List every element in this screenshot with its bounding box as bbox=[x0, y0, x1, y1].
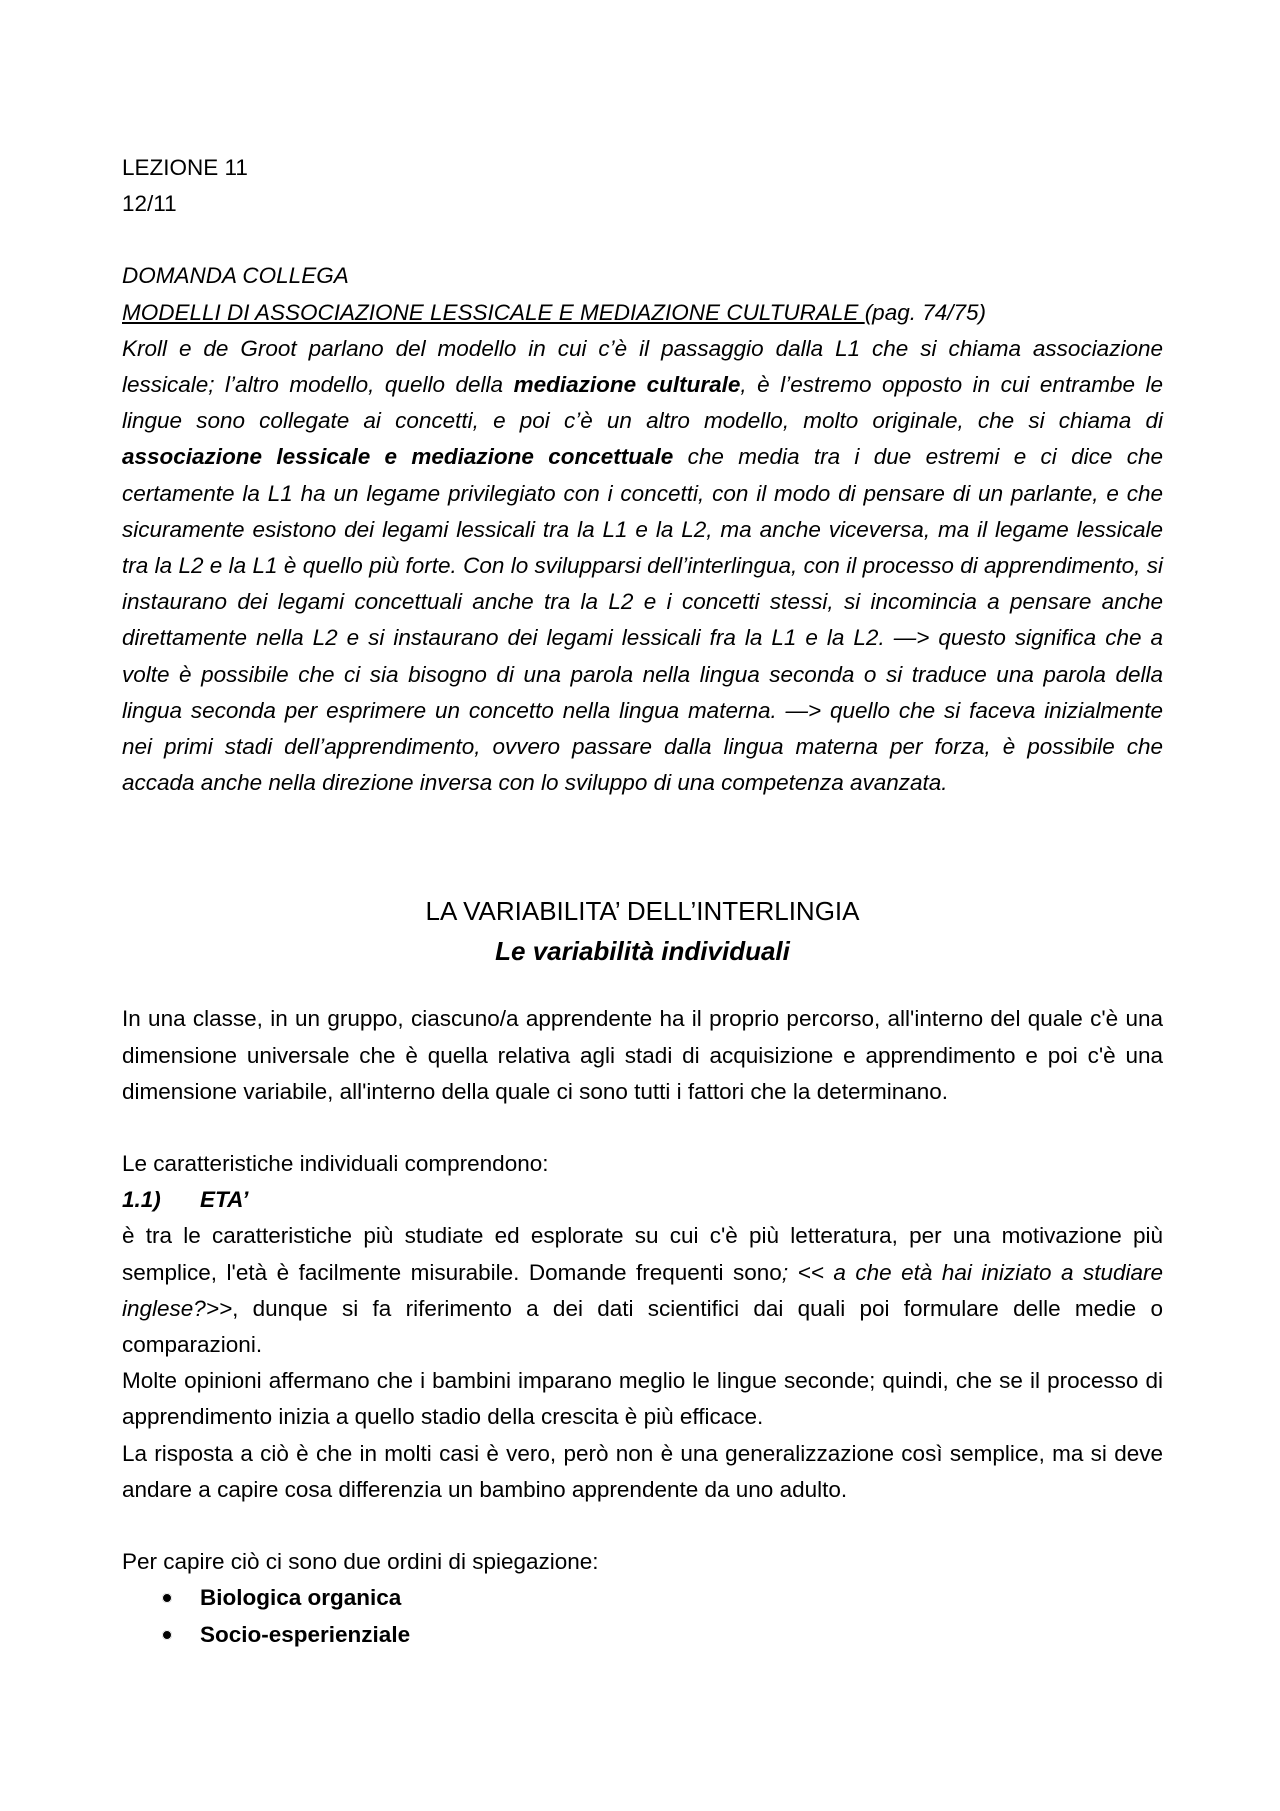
eta-paragraph-1 bbox=[122, 1218, 1163, 1363]
chapter-subtitle: Le variabilità individuali bbox=[495, 936, 790, 967]
paragraph-text: , è l’estremo opposto in cui entrambe le lingue sono collegate ai concetti, e poi c’è un altro modello, molto originale, che si chiama di bbox=[122, 372, 1164, 434]
lesson-date: 12/11 bbox=[122, 191, 177, 217]
characteristics-intro: Le caratteristiche individuali comprendono: bbox=[122, 1151, 549, 1177]
explanations-list bbox=[122, 1580, 1163, 1652]
eta-paragraph-2: Molte opinioni affermano che i bambini imparano meglio le lingue seconde; quindi, che se il processo di apprendimento inizia a quello stadio della crescita è più efficace. bbox=[122, 1368, 1163, 1430]
section-heading-title: MODELLI DI ASSOCIAZIONE LESSICALE E MEDIAZIONE CULTURALE bbox=[122, 299, 865, 325]
lesson-label: LEZIONE 11 bbox=[122, 155, 248, 180]
spacer bbox=[122, 1508, 1163, 1544]
bullet-icon bbox=[162, 1593, 172, 1603]
paragraph-text: Kroll e de Groot parlano del modello in cui c’è il passaggio dalla L1 che si chiama associazione lessicale; l’altro modello, quello della bbox=[122, 335, 1163, 398]
bold-term-mediazione-culturale: mediazione culturale bbox=[513, 372, 741, 398]
bullet-icon bbox=[162, 1630, 172, 1640]
list-item-label: Socio-esperienziale bbox=[200, 1621, 411, 1647]
intro-paragraph: In una classe, in un gruppo, ciascuno/a apprendente ha il proprio percorso, all'interno del quale c'è una dimensione universale che è quella relativa agli stadi di acquisizione e apprendimento e poi c'è una dimensione variabile, all'interno della quale ci sono tutti i fattori che la determinano. bbox=[122, 1006, 1163, 1104]
chapter-title: LA VARIABILITA’ DELL’INTERLINGIA bbox=[425, 896, 860, 927]
bold-term-associazione-lessicale: associazione lessicale e mediazione concettuale bbox=[122, 444, 674, 470]
list-item bbox=[162, 1580, 1163, 1616]
eta-number: 1.1) bbox=[122, 1187, 161, 1213]
spacer bbox=[122, 222, 1163, 258]
section-heading bbox=[122, 295, 1163, 331]
list-item bbox=[162, 1617, 1163, 1653]
paragraph-text: è tra le caratteristiche più studiate ed esplorate su cui c'è più letteratura, per una motivazione più semplice, l'età è facilmente misurabile. Domande frequenti sono bbox=[122, 1223, 1163, 1285]
spacer bbox=[122, 1110, 1163, 1146]
question-label: DOMANDA COLLEGA bbox=[122, 263, 349, 289]
paragraph-text: che media tra i due estremi e ci dice che certamente la L1 ha un legame privilegiato con i concetti, con il modo di pensare di un parlante, e che sicuramente esistono dei legami lessicali tra la L1 e la L2, ma anche viceversa, ma il legame lessicale tra la L2 e la L1 è quello più forte. Con lo svilupparsi dell’interlingua, con il processo di apprendimento, si instaurano dei legami concettuali anche tra la L2 e i concetti stessi, si incomincia a pensare anche direttamente nella L2 e si instaurano dei legami lessicali fra la L1 e la L2. —> questo significa che a volte è possibile che ci sia bisogno di una parola nella lingua seconda o si traduce una parola della lingua seconda per esprimere un concetto nella lingua materna. —> quello che si faceva inizialmente nei primi stadi dell’apprendimento, ovvero passare dalla lingua materna per forza, è possibile che accada anche nella direzione inversa con lo sviluppo di una competenza avanzata. bbox=[122, 444, 1163, 796]
explanations-intro: Per capire ciò ci sono due ordini di spiegazione: bbox=[122, 1549, 599, 1575]
eta-title: ETA’ bbox=[200, 1187, 249, 1213]
list-item-label: Biologica organica bbox=[200, 1585, 402, 1611]
italic-quote: ; << a che età hai iniziato a studiare inglese?>> bbox=[122, 1259, 1164, 1321]
paragraph-text: , dunque si fa riferimento a dei dati scientifici dai quali poi formulare delle medie o comparazioni. bbox=[122, 1295, 1163, 1358]
models-paragraph bbox=[122, 331, 1163, 802]
eta-paragraph-3: La risposta a ciò è che in molti casi è vero, però non è una generalizzazione così semplice, ma si deve andare a capire cosa differenzia un bambino apprendente da uno adulto. bbox=[122, 1440, 1163, 1502]
eta-heading bbox=[122, 1182, 1163, 1218]
page-reference: (pag. 74/75) bbox=[864, 299, 987, 325]
